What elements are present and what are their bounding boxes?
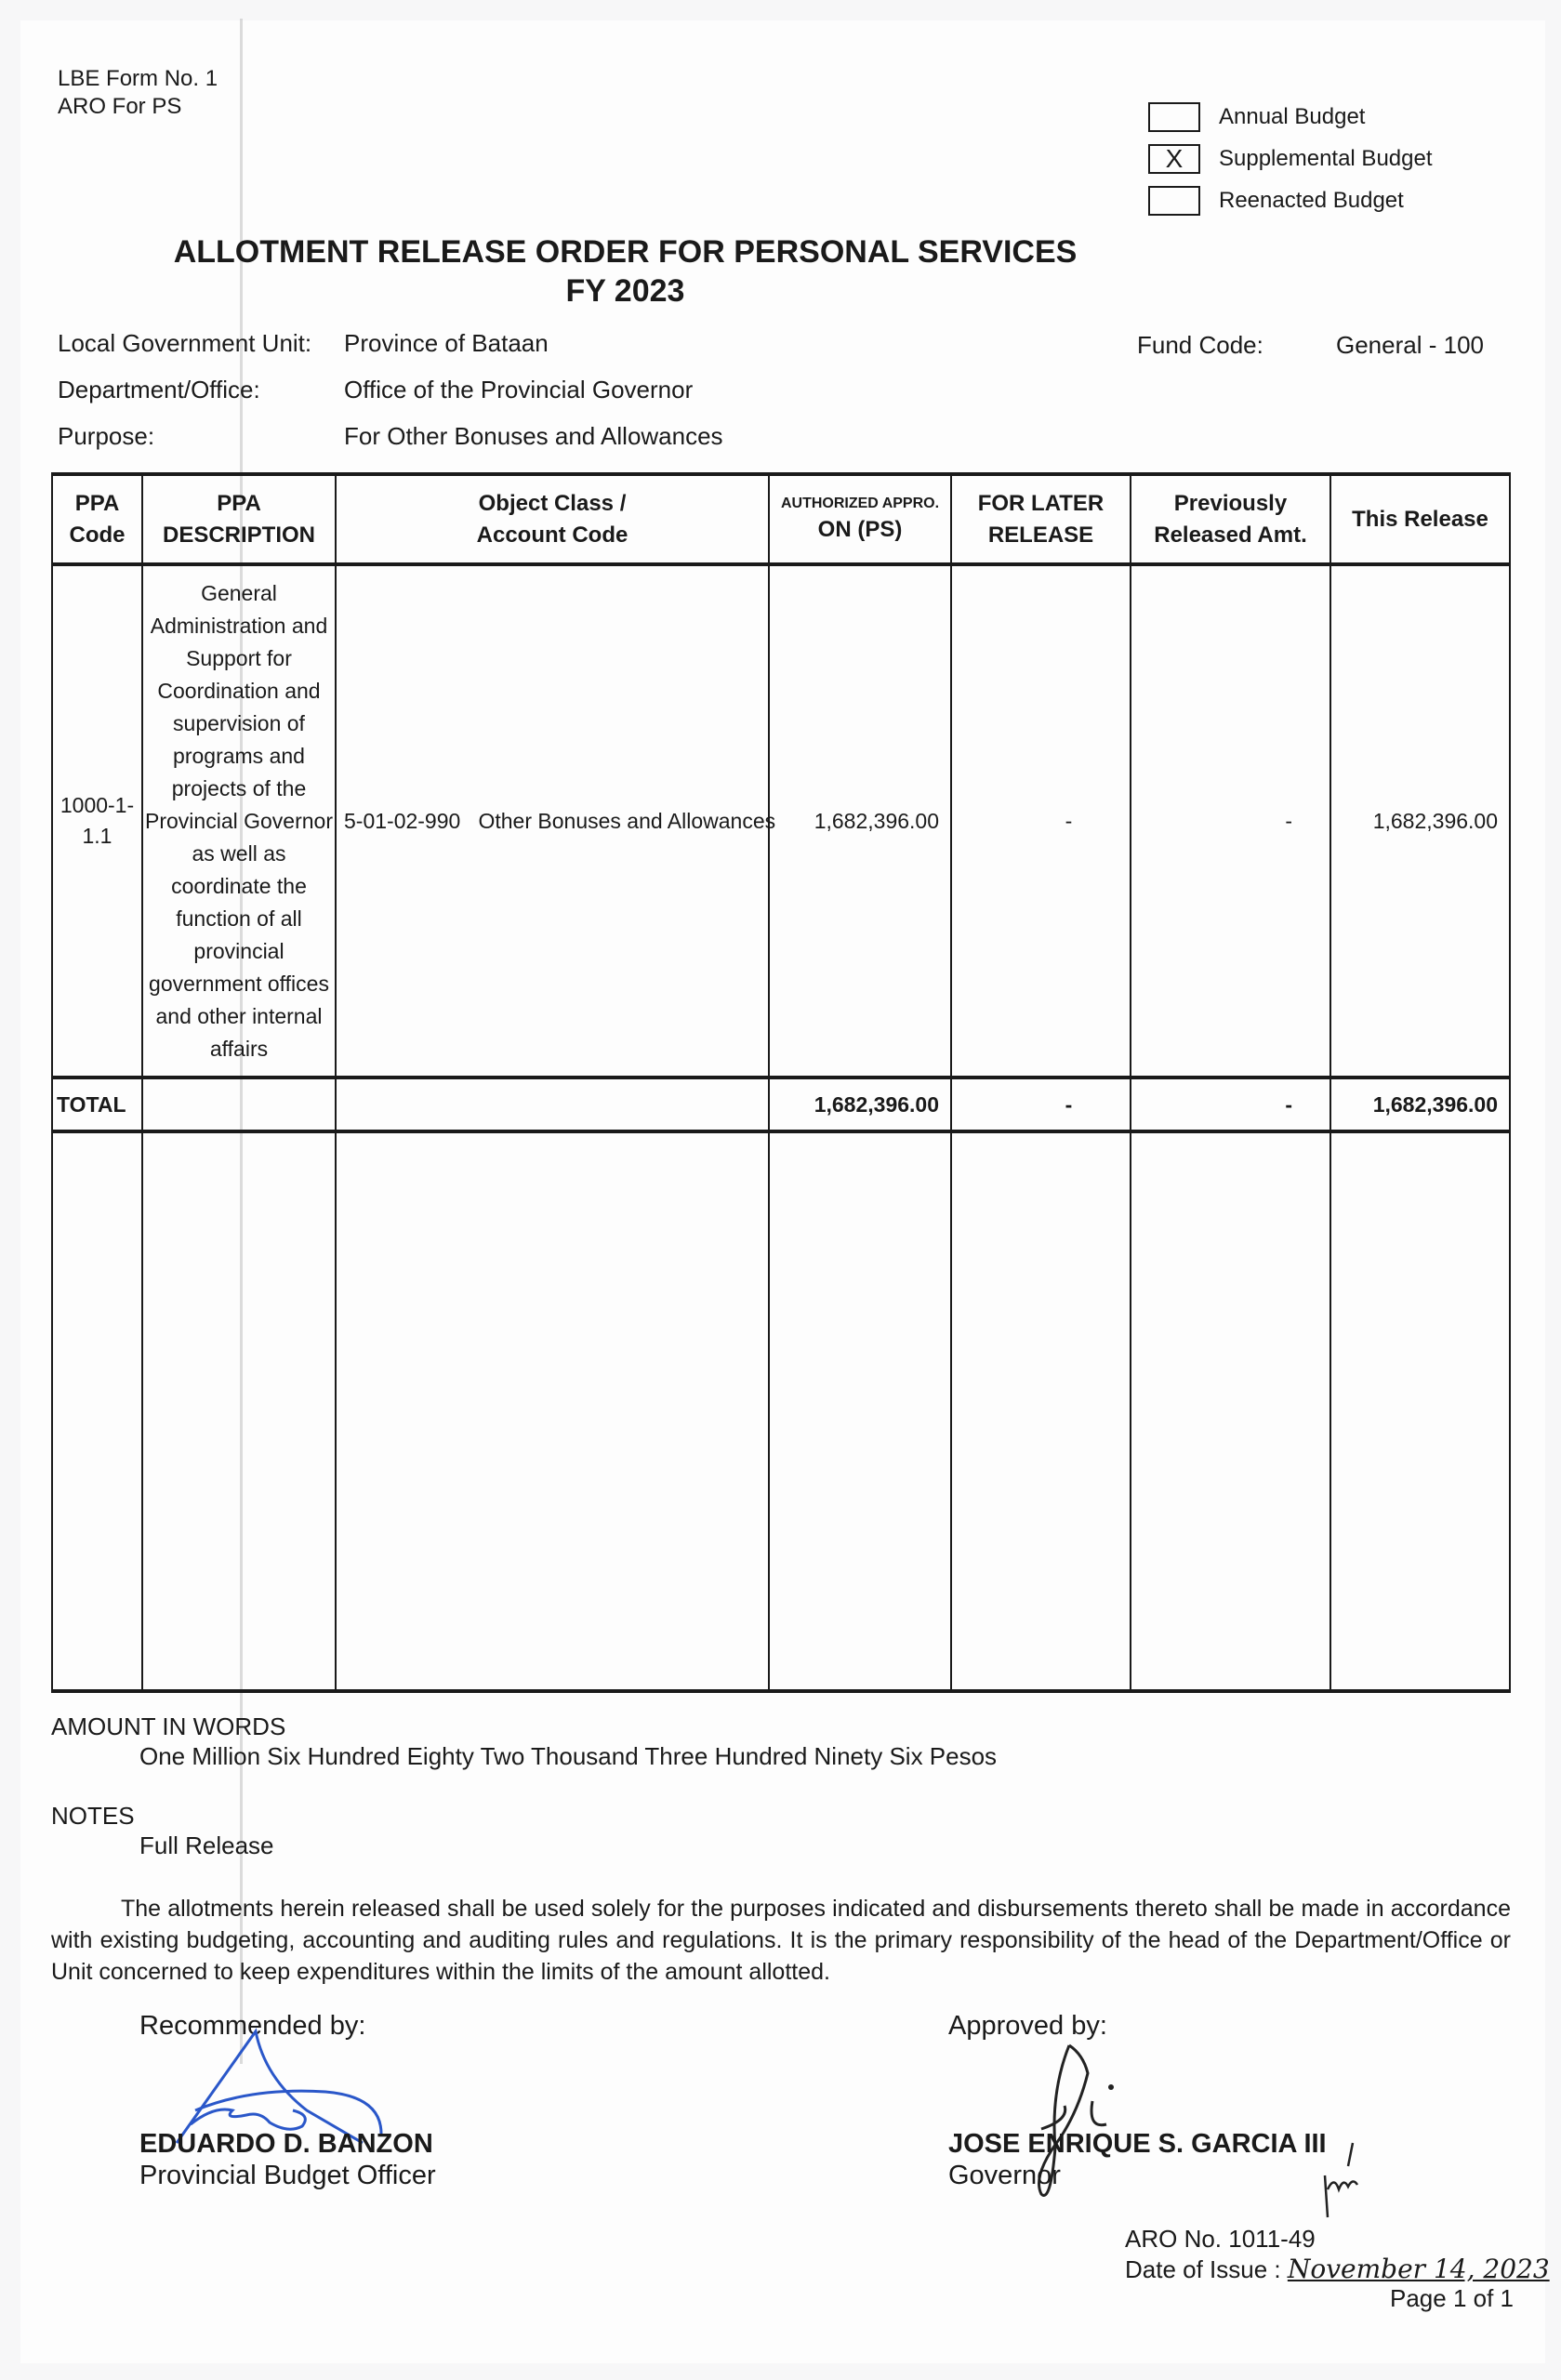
- checkbox-checked[interactable]: X: [1148, 144, 1200, 174]
- blank-cell: [1131, 1131, 1330, 1691]
- approver-name: JOSE ENRIQUE S. GARCIA III: [948, 2129, 1327, 2159]
- blank-cell: [1330, 1131, 1510, 1691]
- ppa-code-text: 1.1: [82, 824, 112, 848]
- cell-authorized-appropriation: 1,682,396.00: [769, 564, 951, 1078]
- checkbox-label: Supplemental Budget: [1219, 145, 1433, 171]
- object-class-name: Other Bonuses and Allowances: [478, 808, 776, 833]
- header-text: AUTHORIZED APPRO.: [780, 495, 940, 511]
- total-this-release: 1,682,396.00: [1330, 1078, 1510, 1131]
- purpose-label: Purpose:: [58, 422, 155, 450]
- total-empty-cell: [142, 1078, 336, 1131]
- col-header-this-release: This Release: [1330, 474, 1510, 564]
- checkbox[interactable]: [1148, 102, 1200, 132]
- col-header-ppa-description: [142, 474, 336, 564]
- cell-for-later-release: -: [951, 564, 1131, 1078]
- date-of-issue-value: November 14, 2023: [1287, 2254, 1550, 2284]
- blank-cell: [52, 1131, 142, 1691]
- cell-object-class: [336, 564, 776, 1078]
- header-text: PPA: [217, 490, 261, 516]
- notes-label: NOTES: [51, 1802, 135, 1830]
- table-blank-row: [52, 1131, 1510, 1691]
- disclaimer-paragraph: The allotments herein released shall be used solely for the purposes indicated and disbursements thereto shall be made in accordance with existing budgeting, accounting and auditing rules and regulations. It is the primary responsibility of the head of the Department/Office or Unit concerned to keep expenditures within the limits of the amount allotted.: [51, 1896, 1511, 1985]
- table-header-row: [52, 474, 1510, 564]
- blank-cell: [336, 1131, 769, 1691]
- col-header-authorized-appropriation: [769, 474, 951, 564]
- total-authorized-appropriation: 1,682,396.00: [769, 1078, 951, 1131]
- checkbox[interactable]: [1148, 186, 1200, 216]
- ppa-code-text: 1000-1-: [60, 793, 135, 817]
- budget-type-checkboxes: [1148, 96, 1433, 221]
- department-label: Department/Office:: [58, 376, 260, 403]
- recommended-by-label: Recommended by:: [139, 2011, 366, 2041]
- header-text: PPA: [74, 490, 120, 516]
- header-text: FOR LATER: [977, 490, 1105, 516]
- page-number: Page 1 of 1: [1390, 2284, 1514, 2312]
- purpose-value: For Other Bonuses and Allowances: [344, 422, 723, 450]
- aro-number: ARO No. 1011-49: [1125, 2225, 1316, 2253]
- title-fiscal-year: FY 2023: [565, 273, 685, 309]
- table-row: [52, 564, 1510, 1078]
- blank-cell: [769, 1131, 951, 1691]
- department-value: Office of the Provincial Governor: [344, 376, 694, 403]
- notes-value: Full Release: [139, 1831, 274, 1859]
- form-number: LBE Form No. 1: [58, 66, 218, 91]
- account-code: 5-01-02-990: [344, 808, 461, 833]
- cell-ppa-code: [52, 564, 142, 1078]
- budget-type-supplemental[interactable]: [1148, 138, 1433, 179]
- budget-type-reenacted[interactable]: [1148, 179, 1433, 221]
- blank-cell: [951, 1131, 1131, 1691]
- form-type: ARO For PS: [58, 94, 182, 119]
- header-text: Previously: [1173, 490, 1288, 516]
- total-empty-cell: [336, 1078, 769, 1131]
- form-identifier: [58, 65, 218, 121]
- date-of-issue: [1125, 2254, 1550, 2284]
- lgu-value: Province of Bataan: [344, 329, 549, 357]
- checkbox-label: Reenacted Budget: [1219, 187, 1404, 213]
- date-of-issue-label: Date of Issue :: [1125, 2255, 1288, 2283]
- col-header-ppa-code: [52, 474, 142, 564]
- approved-by-label: Approved by:: [948, 2011, 1107, 2041]
- fund-code-value: General - 100: [1336, 331, 1484, 359]
- col-header-object-class: [336, 474, 769, 564]
- total-label: TOTAL: [52, 1078, 142, 1131]
- blank-cell: [142, 1131, 336, 1691]
- table-total-row: [52, 1078, 1510, 1131]
- amount-in-words-label: AMOUNT IN WORDS: [51, 1712, 286, 1740]
- cell-this-release: 1,682,396.00: [1330, 564, 1510, 1078]
- cell-ppa-description: General Administration and Support for Coordination and supervision of programs and projects of the Provincial Governor as well as coordinate the function of all provincial government offices and other internal affairs: [142, 564, 336, 1078]
- budget-type-annual[interactable]: [1148, 96, 1433, 138]
- header-text: Released Amt.: [1154, 522, 1307, 548]
- total-for-later-release: -: [951, 1078, 1131, 1131]
- recommender-title: Provincial Budget Officer: [139, 2161, 436, 2190]
- approver-title: Governor: [948, 2161, 1061, 2190]
- checkbox-label: Annual Budget: [1219, 103, 1366, 129]
- allotment-table: [51, 472, 1511, 1693]
- header-text: Object Class /: [478, 490, 627, 516]
- header-text: Code: [69, 522, 126, 548]
- amount-in-words-value: One Million Six Hundred Eighty Two Thousand Three Hundred Ninety Six Pesos: [139, 1742, 998, 1770]
- header-text: Account Code: [476, 522, 628, 548]
- header-text: RELEASE: [987, 522, 1094, 548]
- header-text: DESCRIPTION: [162, 522, 315, 548]
- lgu-label: Local Government Unit:: [58, 329, 312, 357]
- total-previously-released: -: [1131, 1078, 1330, 1131]
- title-main: ALLOTMENT RELEASE ORDER FOR PERSONAL SERVICES: [173, 234, 1078, 270]
- col-header-for-later-release: [951, 474, 1131, 564]
- cell-previously-released: -: [1131, 564, 1330, 1078]
- fund-code-label: Fund Code:: [1137, 331, 1263, 359]
- col-header-previously-released: [1131, 474, 1330, 564]
- recommender-name: EDUARDO D. BANZON: [139, 2129, 433, 2159]
- document-title: [0, 232, 1561, 311]
- header-text: ON (PS): [817, 516, 903, 542]
